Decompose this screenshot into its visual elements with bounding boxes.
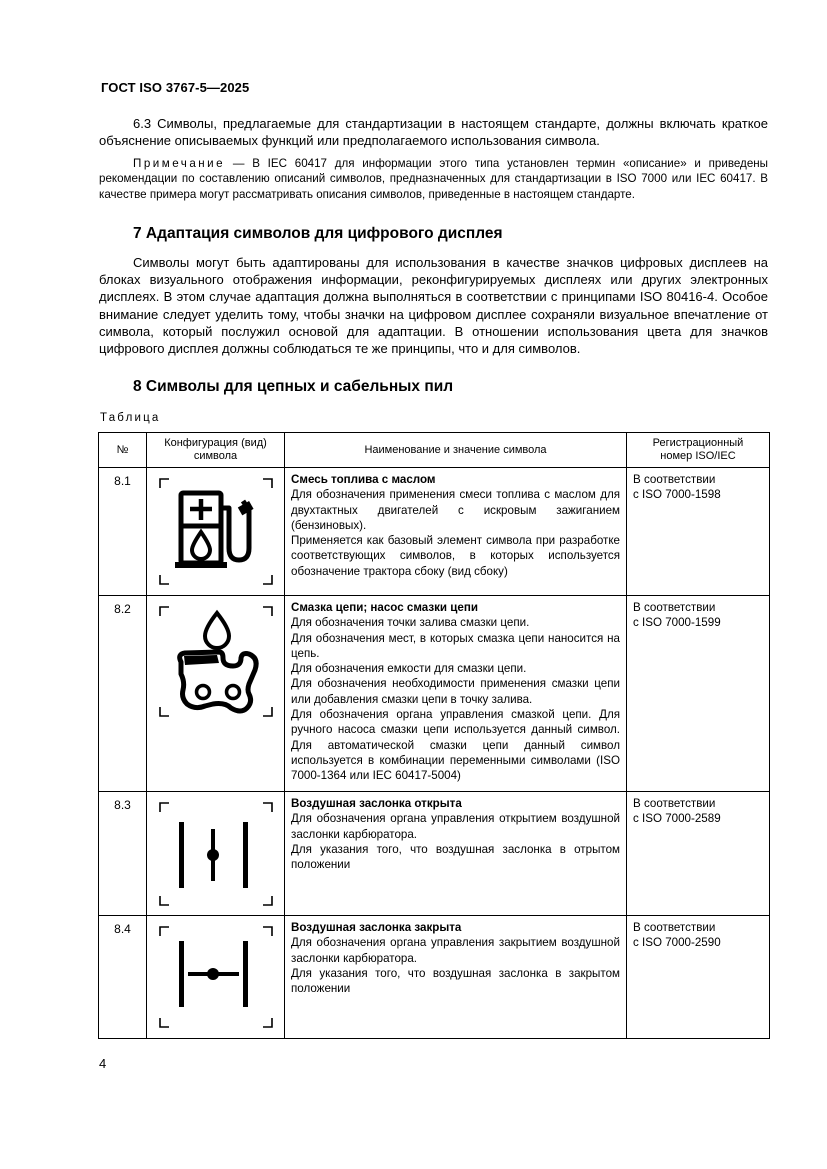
description-line: Для обозначения органа управления смазкой цепи. Для ручного насоса смазки цепи используется данный символ. Для автоматической смазки цепи данный символ используется в комбинации переменными символами (ISO 7000-1364 или IEC 60417-5004)	[291, 708, 620, 783]
row-number: 8.2	[99, 596, 147, 792]
symbol-cell	[147, 792, 285, 916]
section-7-paragraph: Символы могут быть адаптированы для использования в качестве значков цифровых дисплеев на блоках визуального отображения информации, реконфигурируемых дисплеях или других электронных дисплеях. В этом случае адаптация должна выполняться в соответствии с принципами ISO 80416-4. Особое внимание следует уделить тому, чтобы значки на цифровом дисплее сохраняли визуальное впечатление от символа, который послужил основой для адаптации. В отношении использования цвета для значков цифрового дисплея должны соблюдаться те же принципы, что и для символов.	[99, 255, 768, 357]
registration-line: В соответствии	[633, 473, 716, 486]
column-header-no: №	[99, 433, 147, 468]
description-line: Для обозначения емкости для смазки цепи.	[291, 662, 527, 676]
symbol-cell	[147, 468, 285, 596]
table-caption: Таблица	[100, 412, 161, 424]
column-header-name: Наименование и значение символа	[285, 433, 627, 468]
registration-number: с ISO 7000-1599	[633, 616, 721, 630]
description-line: Для указания того, что воздушная заслонка в закрытом положении	[291, 966, 620, 996]
registration-number: с ISO 7000-1598	[633, 488, 721, 502]
choke-open-icon	[147, 792, 285, 914]
row-number: 8.3	[99, 792, 147, 916]
symbol-title: Воздушная заслонка закрыта	[291, 921, 462, 934]
document-header: ГОСТ ISO 3767-5—2025	[101, 80, 250, 95]
table-row	[99, 792, 770, 916]
note-paragraph	[99, 156, 768, 202]
registration-number: с ISO 7000-2590	[633, 936, 721, 950]
symbols-table	[98, 432, 770, 1039]
registration-number: с ISO 7000-2589	[633, 812, 721, 826]
note-label: Примечание	[133, 157, 226, 170]
choke-closed-icon	[147, 916, 285, 1037]
table-row	[99, 916, 770, 1039]
symbol-title: Смесь топлива с маслом	[291, 473, 436, 486]
registration-line: В соответствии	[633, 601, 716, 614]
section-8-heading: 8 Символы для цепных и сабельных пил	[133, 378, 454, 395]
table-header-row	[99, 433, 770, 468]
row-number: 8.4	[99, 916, 147, 1039]
table-row	[99, 596, 770, 792]
symbol-title: Воздушная заслонка открыта	[291, 797, 462, 810]
registration-cell	[627, 792, 770, 916]
description-line: Для указания того, что воздушная заслонка в отрытом положении	[291, 842, 620, 872]
description-line: Для обозначения необходимости применения смазки цепи или добавления смазки цепи в точку залива.	[291, 677, 620, 706]
description-cell	[285, 596, 627, 792]
table-row	[99, 468, 770, 596]
column-header-config: Конфигурация (вид) символа	[147, 433, 285, 468]
description-line: Для обозначения точки залива смазки цепи.	[291, 616, 530, 630]
section-6-3-paragraph: 6.3 Символы, предлагаемые для стандартизации в настоящем стандарте, должны включать краткое объяснение описываемых функций или предполагаемого использования символа.	[99, 116, 768, 149]
column-header-reg: Регистрационный номер ISO/IEC	[627, 433, 770, 468]
description-cell	[285, 916, 627, 1039]
chain-lubrication-icon	[147, 596, 285, 726]
description-line: Применяется как базовый элемент символа при разработке соответствующих символов, в которых используется обозначение трактора сбоку (вид сбоку)	[291, 534, 620, 578]
description-cell	[285, 468, 627, 596]
symbol-title: Смазка цепи; насос смазки цепи	[291, 601, 478, 614]
symbol-cell	[147, 916, 285, 1039]
description-line: Для обозначения органа управления открытием воздушной заслонки карбюратора.	[291, 812, 620, 841]
note-text: — В IEC 60417 для информации этого типа установлен термин «описание» и приведены рекомендации по составлению описаний символов, предназначенных для стандартизации в ISO 7000 или IEC 60417. В качестве примера могут рассматривать описания символов, приведенные в настоящем стандарте.	[99, 157, 768, 201]
description-line: Для обозначения мест, в которых смазка цепи наносится на цепь.	[291, 631, 620, 660]
symbol-cell	[147, 596, 285, 792]
fuel-oil-mixture-icon	[147, 468, 285, 594]
description-line: Для обозначения применения смеси топлива с маслом для двухтактных двигателей с искровым зажиганием (бензиновых).	[291, 488, 620, 532]
registration-cell	[627, 596, 770, 792]
description-cell	[285, 792, 627, 916]
registration-cell	[627, 916, 770, 1039]
row-number: 8.1	[99, 468, 147, 596]
registration-line: В соответствии	[633, 797, 716, 810]
registration-cell	[627, 468, 770, 596]
page-number: 4	[99, 1056, 107, 1071]
description-line: Для обозначения органа управления закрытием воздушной заслонки карбюратора.	[291, 936, 620, 965]
registration-line: В соответствии	[633, 921, 716, 934]
section-7-heading: 7 Адаптация символов для цифрового дисплея	[133, 225, 503, 242]
